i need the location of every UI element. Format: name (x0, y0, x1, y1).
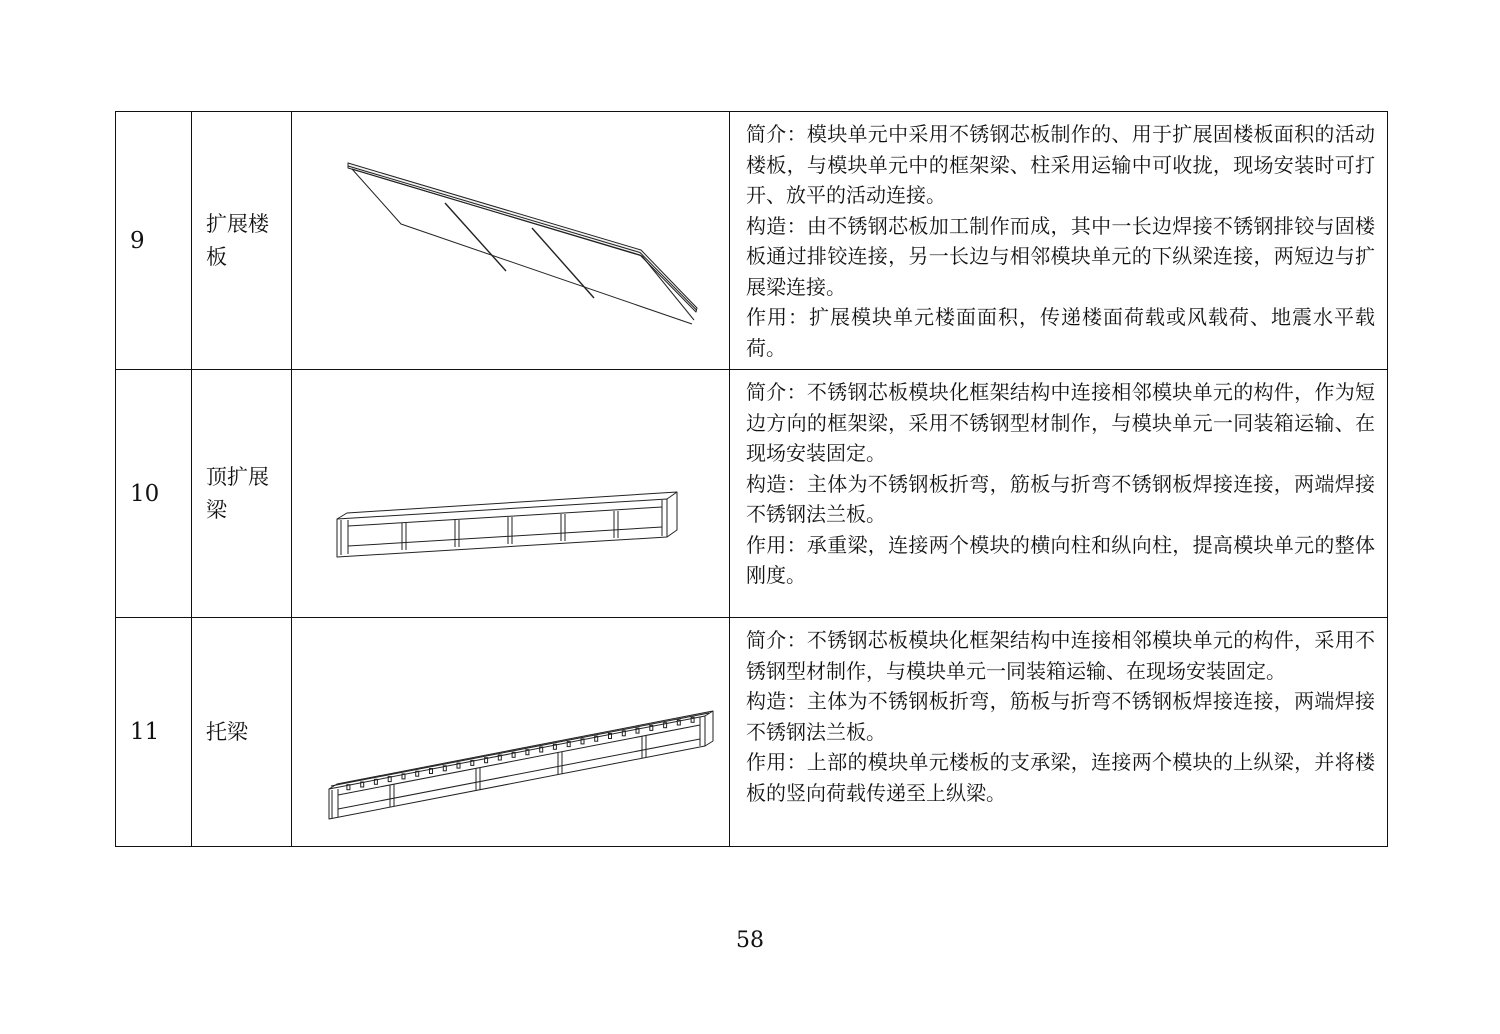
row-number: 9 (116, 112, 192, 370)
component-figure (292, 618, 730, 847)
component-name: 托梁 (192, 618, 292, 847)
component-figure (292, 370, 730, 618)
expansion-floor-slab-drawing-icon (292, 116, 728, 365)
description-intro: 简介：不锈钢芯板模块化框架结构中连接相邻模块单元的构件，作为短边方向的框架梁，采用不锈钢型材制作，与模块单元一同装箱运输、在现场安装固定。 (746, 380, 1375, 465)
description-intro: 简介：不锈钢芯板模块化框架结构中连接相邻模块单元的构件，采用不锈钢型材制作，与模块单元一同装箱运输、在现场安装固定。 (746, 628, 1375, 683)
row-number: 10 (116, 370, 192, 618)
description-function: 作用：扩展模块单元楼面面积，传递楼面荷载或风载荷、地震水平载荷。 (746, 305, 1375, 360)
description-construction: 构造：由不锈钢芯板加工制作而成，其中一长边焊接不锈钢排铰与固楼板通过排铰连接，另一长边与相邻模块单元的下纵梁连接，两短边与扩展梁连接。 (746, 213, 1375, 299)
component-name: 顶扩展梁 (192, 370, 292, 618)
description-construction: 构造：主体为不锈钢板折弯，筋板与折弯不锈钢板焊接连接，两端焊接不锈钢法兰板。 (746, 689, 1375, 744)
component-spec-table (115, 111, 1388, 847)
component-description (730, 112, 1388, 370)
description-intro: 简介：模块单元中采用不锈钢芯板制作的、用于扩展固楼板面积的活动楼板，与模块单元中的框架梁、柱采用运输中可收拢，现场安装时可打开、放平的活动连接。 (746, 122, 1375, 207)
description-construction: 构造：主体为不锈钢板折弯，筋板与折弯不锈钢板焊接连接，两端焊接不锈钢法兰板。 (746, 471, 1375, 526)
table-row (116, 112, 1388, 370)
table-row (116, 370, 1388, 618)
component-name: 扩展楼板 (192, 112, 292, 370)
component-description (730, 618, 1388, 847)
page-number: 58 (736, 928, 764, 953)
top-expansion-beam-drawing-icon (292, 371, 728, 617)
row-number: 11 (116, 618, 192, 847)
component-description (730, 370, 1388, 618)
description-function: 作用：上部的模块单元楼板的支承梁，连接两个模块的上纵梁，并将楼板的竖向荷载传递至上纵梁。 (746, 750, 1375, 805)
table-row (116, 618, 1388, 847)
description-function: 作用：承重梁，连接两个模块的横向柱和纵向柱，提高模块单元的整体刚度。 (746, 532, 1375, 587)
component-figure (292, 112, 730, 370)
joist-beam-drawing-icon (292, 619, 728, 846)
